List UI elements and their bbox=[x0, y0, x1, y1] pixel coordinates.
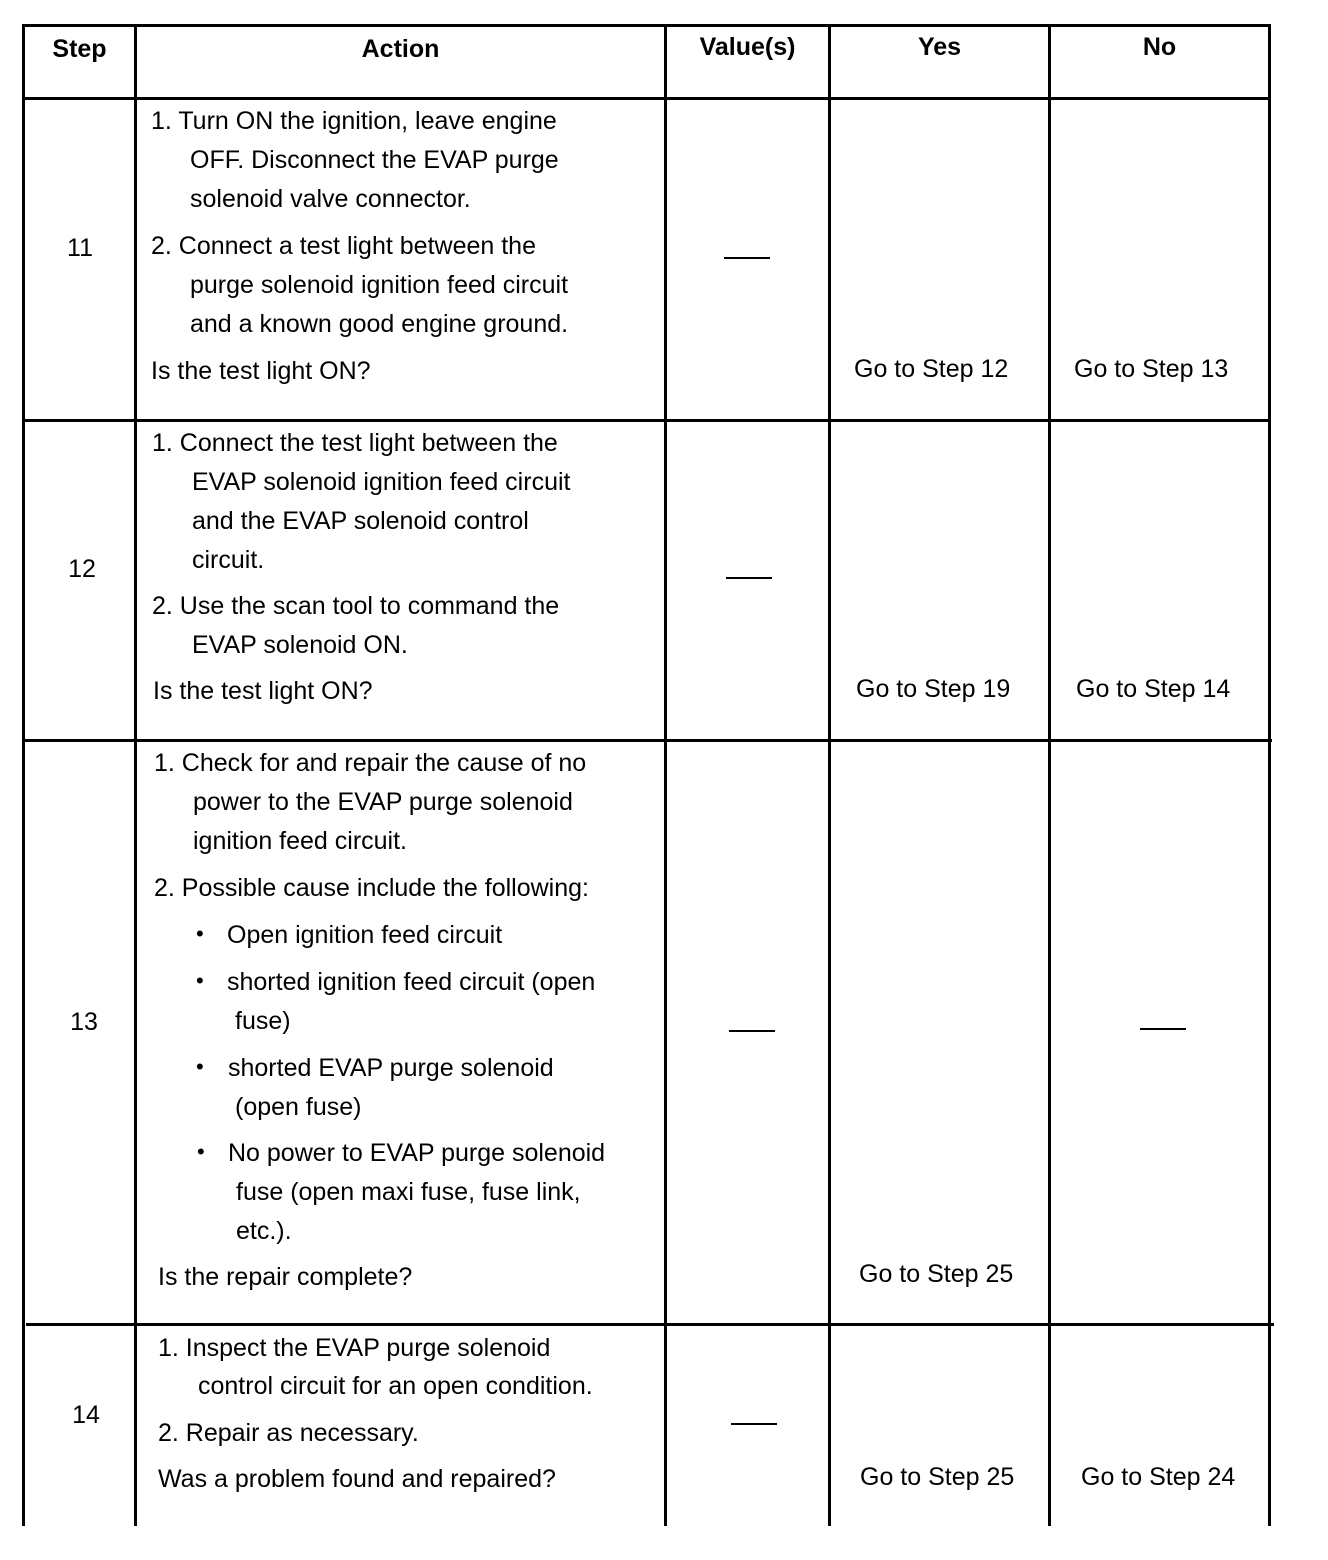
action-line: 1. Turn ON the ignition, leave engine bbox=[151, 107, 557, 135]
no-goto: Go to Step 14 bbox=[1076, 675, 1231, 703]
bullet-icon: • bbox=[196, 921, 204, 946]
action-line: circuit. bbox=[192, 546, 265, 574]
action-line: 1. Connect the test light between the bbox=[152, 429, 558, 457]
header-values: Value(s) bbox=[699, 33, 796, 61]
step-number: 13 bbox=[70, 1008, 98, 1036]
no-goto: Go to Step 13 bbox=[1074, 355, 1229, 383]
col-divider-action-values bbox=[664, 24, 667, 1526]
bullet-item-cont: etc.). bbox=[236, 1217, 292, 1245]
action-question: Is the test light ON? bbox=[153, 677, 373, 705]
action-question: Is the test light ON? bbox=[151, 357, 371, 385]
action-line: and a known good engine ground. bbox=[190, 310, 569, 338]
bullet-icon: • bbox=[196, 968, 204, 993]
row-divider-13-14 bbox=[26, 1323, 1274, 1326]
header-no: No bbox=[1142, 33, 1177, 61]
value-none-dash bbox=[724, 257, 770, 259]
action-line: OFF. Disconnect the EVAP purge bbox=[190, 146, 559, 174]
header-yes: Yes bbox=[917, 33, 962, 61]
table-right-border bbox=[1268, 24, 1271, 1526]
row-divider-12-13 bbox=[24, 739, 1272, 742]
col-divider-values-yes bbox=[828, 24, 831, 1526]
action-line: 1. Check for and repair the cause of no bbox=[154, 749, 587, 777]
action-question: Was a problem found and repaired? bbox=[158, 1465, 556, 1493]
bullet-item-cont: (open fuse) bbox=[235, 1093, 362, 1121]
step-number: 14 bbox=[72, 1401, 100, 1429]
header-step: Step bbox=[52, 35, 107, 63]
action-line: EVAP solenoid ignition feed circuit bbox=[192, 468, 571, 496]
bullet-icon: • bbox=[196, 1054, 204, 1079]
action-line: EVAP solenoid ON. bbox=[192, 631, 408, 659]
action-line: power to the EVAP purge solenoid bbox=[193, 788, 573, 816]
value-none-dash bbox=[729, 1030, 775, 1032]
action-line: control circuit for an open condition. bbox=[198, 1372, 593, 1400]
value-none-dash bbox=[731, 1423, 777, 1425]
yes-goto: Go to Step 19 bbox=[856, 675, 1011, 703]
value-none-dash bbox=[726, 577, 772, 579]
bullet-item: Open ignition feed circuit bbox=[227, 921, 503, 949]
action-line: 2. Possible cause include the following: bbox=[154, 874, 589, 902]
col-divider-yes-no bbox=[1048, 24, 1051, 1526]
row-divider-11-12 bbox=[22, 419, 1270, 422]
action-line: 1. Inspect the EVAP purge solenoid bbox=[158, 1334, 551, 1362]
action-line: ignition feed circuit. bbox=[193, 827, 408, 855]
step-number: 11 bbox=[67, 234, 93, 262]
bullet-item: shorted ignition feed circuit (open bbox=[227, 968, 596, 996]
step-number: 12 bbox=[68, 555, 96, 583]
action-line: solenoid valve connector. bbox=[190, 185, 471, 213]
bullet-item: No power to EVAP purge solenoid bbox=[228, 1139, 606, 1167]
no-none-dash bbox=[1140, 1028, 1186, 1030]
action-question: Is the repair complete? bbox=[158, 1263, 413, 1291]
yes-goto: Go to Step 25 bbox=[860, 1463, 1015, 1491]
bullet-item: shorted EVAP purge solenoid bbox=[228, 1054, 554, 1082]
yes-goto: Go to Step 25 bbox=[859, 1260, 1014, 1288]
yes-goto: Go to Step 12 bbox=[854, 355, 1009, 383]
bullet-item-cont: fuse) bbox=[235, 1007, 291, 1035]
table-top-border bbox=[22, 24, 1270, 27]
no-goto: Go to Step 24 bbox=[1081, 1463, 1236, 1491]
bullet-icon: • bbox=[197, 1139, 205, 1164]
action-line: and the EVAP solenoid control bbox=[192, 507, 529, 535]
action-line: 2. Repair as necessary. bbox=[158, 1419, 419, 1447]
action-line: 2. Connect a test light between the bbox=[151, 232, 536, 260]
header-action: Action bbox=[361, 35, 440, 63]
action-line: purge solenoid ignition feed circuit bbox=[190, 271, 569, 299]
action-line: 2. Use the scan tool to command the bbox=[152, 592, 560, 620]
header-divider bbox=[22, 97, 1270, 100]
bullet-item-cont: fuse (open maxi fuse, fuse link, bbox=[236, 1178, 581, 1206]
